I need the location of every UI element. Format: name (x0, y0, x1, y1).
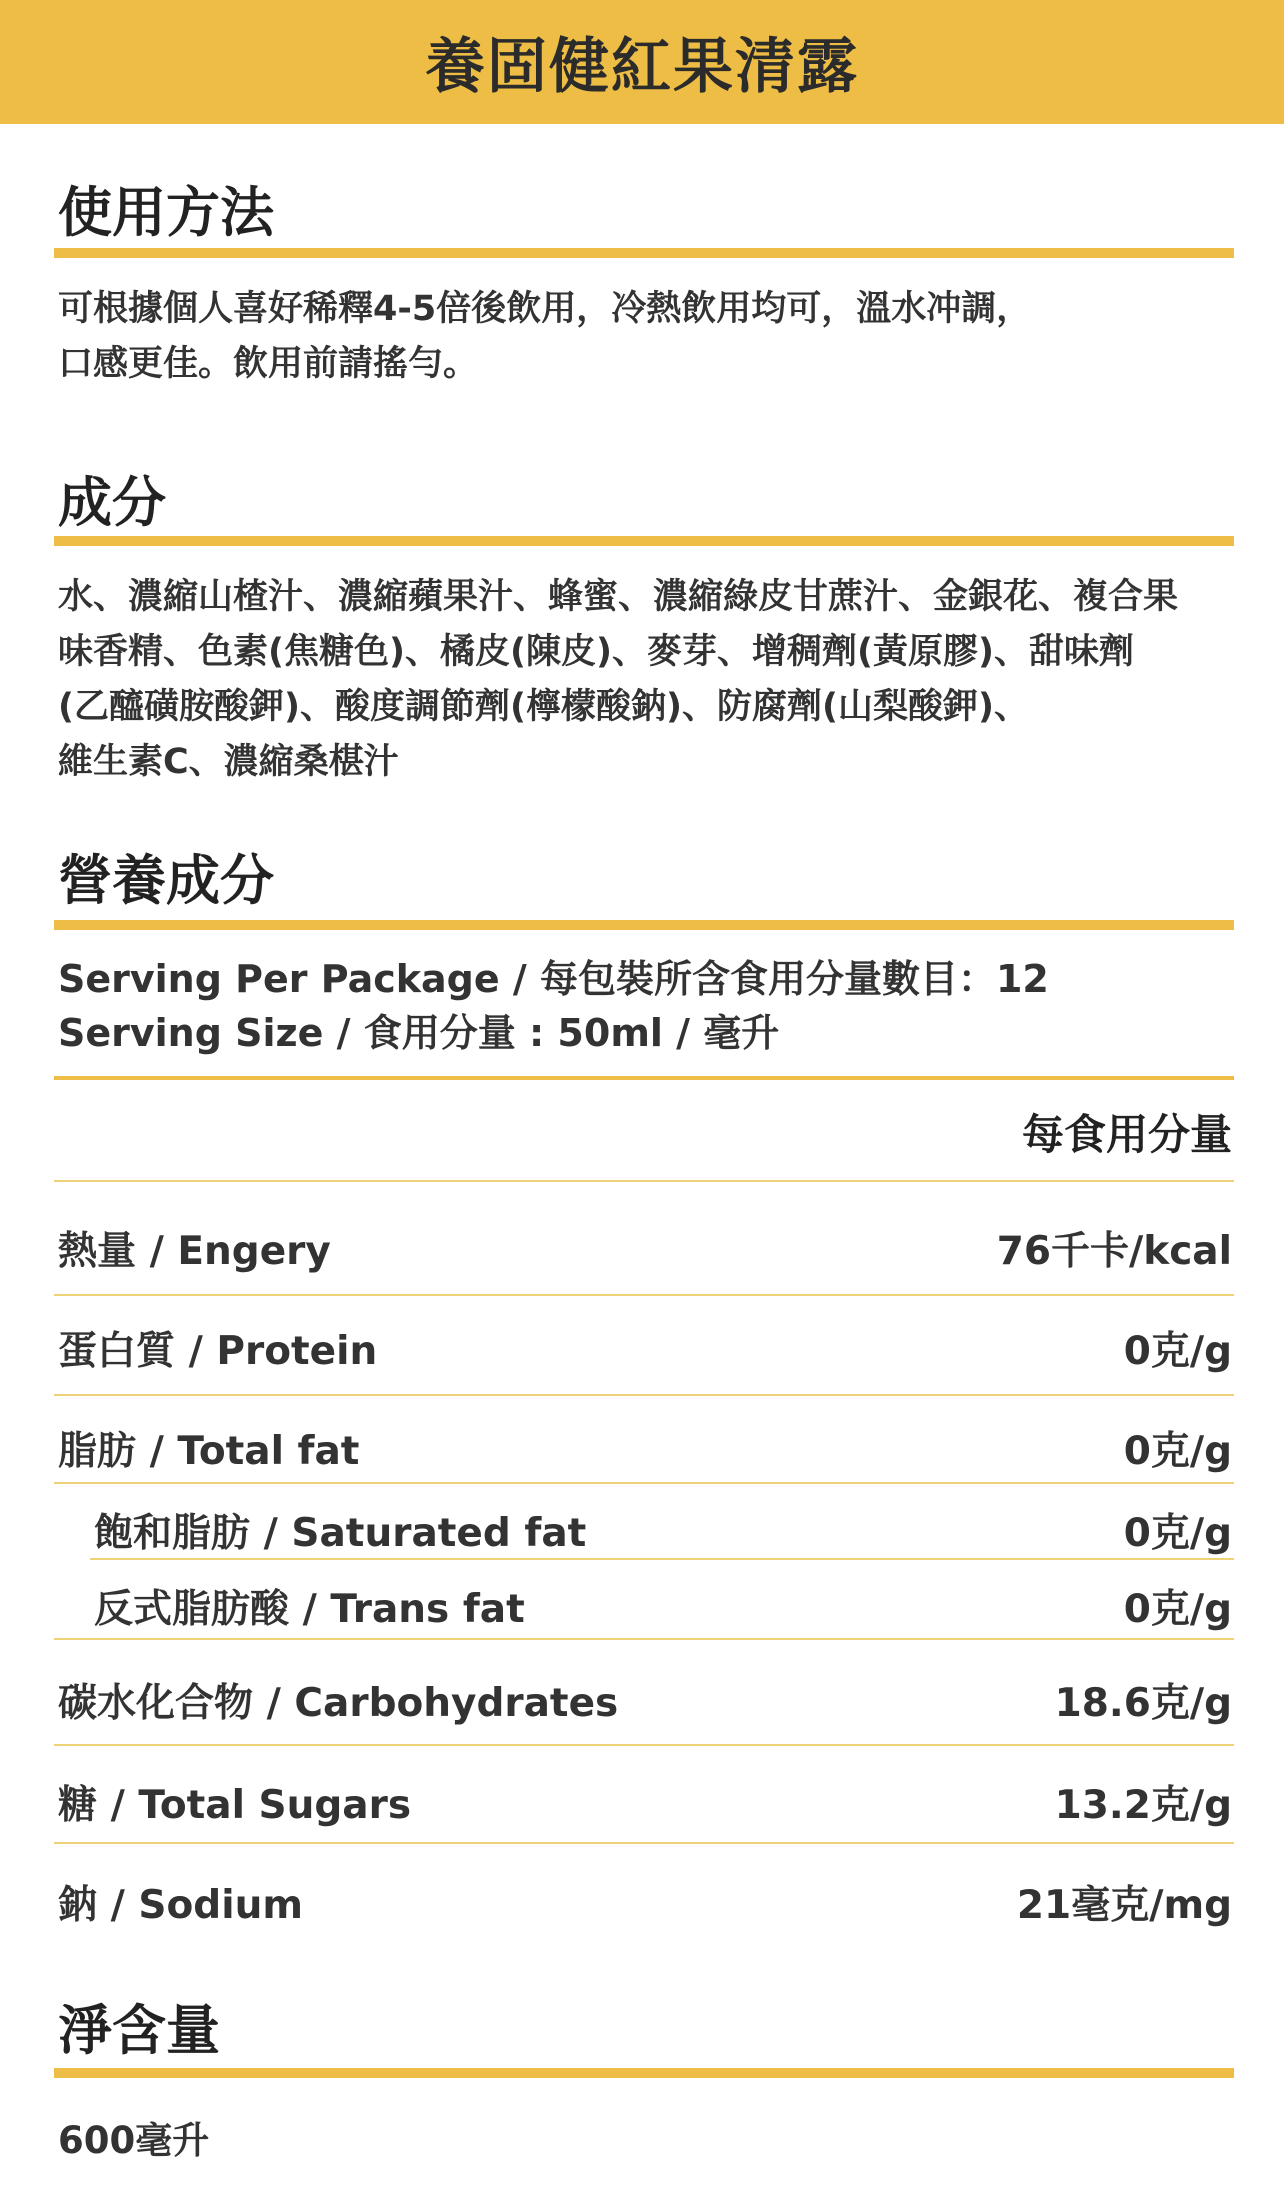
row-label-protein: 蛋白質 / Protein (58, 1329, 378, 1374)
ingredients-text (58, 570, 1248, 790)
row-value-saturated-fat: 0克/g (1123, 1511, 1232, 1556)
row-label-sodium: 鈉 / Sodium (58, 1883, 303, 1928)
row-label-trans-fat: 反式脂肪酸 / Trans fat (94, 1587, 525, 1632)
usage-title: 使用方法 (58, 181, 274, 244)
ingredients-line: 維生素C、濃縮桑椹汁 (58, 742, 399, 782)
usage-line: 可根據個人喜好稀釋4-5倍後飲用，冷熱飲用均可，溫水冲調， (58, 289, 1032, 329)
row-value-sodium: 21毫克/mg (1016, 1883, 1232, 1928)
row-label-total-fat: 脂肪 / Total fat (58, 1429, 360, 1474)
usage-line: 口感更佳。飲用前請搖勻。 (58, 344, 479, 384)
serving-size: Serving Size / 食用分量 : 50ml / 毫升 (58, 1011, 780, 1055)
ingredients-line: 味香精、色素(焦糖色)、橘皮(陳皮)、麥芽、增稠劑(黃原膠)、甜味劑 (58, 632, 1134, 672)
row-label-sugars: 糖 / Total Sugars (58, 1783, 412, 1828)
table-rule (54, 1638, 1234, 1640)
table-rule (54, 1482, 1234, 1484)
row-value-trans-fat: 0克/g (1123, 1587, 1232, 1632)
row-value-protein: 0克/g (1123, 1329, 1232, 1374)
table-rule (54, 1394, 1234, 1396)
row-label-carbohydrates: 碳水化合物 / Carbohydrates (58, 1681, 619, 1726)
per-serving-header: 每食用分量 (1021, 1110, 1232, 1159)
net-content-divider (54, 2068, 1234, 2078)
usage-divider (54, 248, 1234, 258)
table-rule (54, 1744, 1234, 1746)
net-content-title: 淨含量 (58, 1999, 220, 2062)
table-top-rule (54, 1076, 1234, 1080)
table-rule (54, 1180, 1234, 1182)
ingredients-line: (乙醯磺胺酸鉀)、酸度調節劑(檸檬酸鈉)、防腐劑(山梨酸鉀)、 (58, 687, 1029, 727)
table-rule (54, 1294, 1234, 1296)
header-banner (0, 0, 1284, 124)
row-value-carbohydrates: 18.6克/g (1054, 1681, 1232, 1726)
serving-per-package: Serving Per Package / 每包裝所含食用分量數目：12 (58, 957, 1049, 1001)
net-content-value: 600毫升 (58, 2119, 210, 2162)
row-label-saturated-fat: 飽和脂肪 / Saturated fat (94, 1511, 587, 1556)
row-value-total-fat: 0克/g (1123, 1429, 1232, 1474)
row-label-energy: 熱量 / Engery (58, 1229, 331, 1274)
table-rule (90, 1558, 1234, 1560)
row-value-sugars: 13.2克/g (1054, 1783, 1232, 1828)
table-rule (54, 1842, 1234, 1844)
product-title: 養固健紅果清露 (425, 32, 859, 102)
nutrition-divider (54, 920, 1234, 930)
usage-text (58, 282, 1248, 392)
ingredients-divider (54, 536, 1234, 546)
ingredients-line: 水、濃縮山楂汁、濃縮蘋果汁、蜂蜜、濃縮綠皮甘蔗汁、金銀花、複合果 (58, 577, 1179, 617)
ingredients-title: 成分 (58, 471, 166, 534)
row-value-energy: 76千卡/kcal (996, 1229, 1232, 1274)
nutrition-title: 營養成分 (58, 849, 274, 912)
